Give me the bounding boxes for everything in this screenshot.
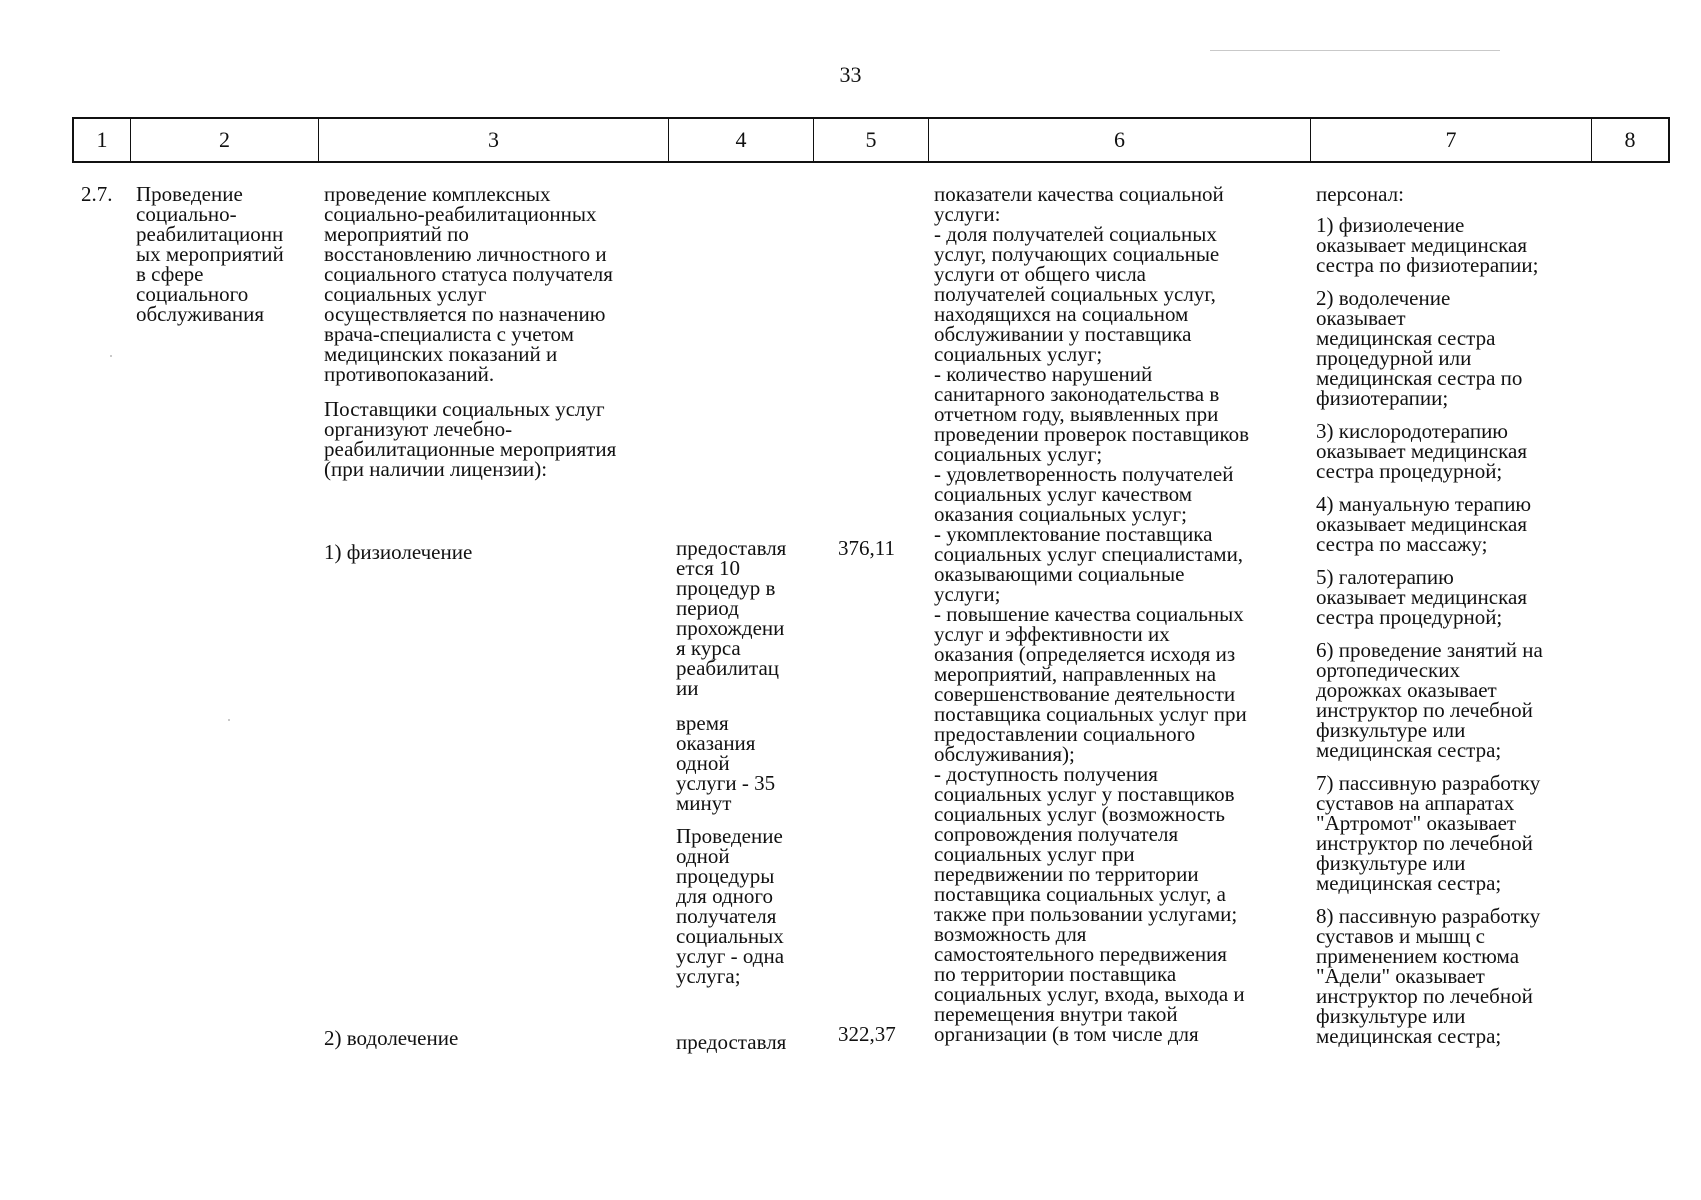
staff-item-5: 5) галотерапию оказывает медицинская сестра процедурной;: [1316, 565, 1527, 629]
staff-title: персонал:: [1316, 182, 1404, 206]
staff-item-6: 6) проведение занятий на ортопедических дорожках оказывает инструктор по лечебной физкультуре или медицинская сестра;: [1316, 638, 1543, 762]
service-description: проведение комплексных социально-реабилитационных мероприятий по восстановлению личностного и социального статуса получателя социальных услуг осуществляется по назначению врача-специалиста с учетом медицинских показаний и противопоказаний.: [324, 182, 613, 386]
service-description-providers: Поставщики социальных услуг организуют лечебно- реабилитационные мероприятия (при наличии лицензии):: [324, 397, 617, 481]
header-col-1: 1: [74, 119, 131, 161]
staff-item-7: 7) пассивную разработку суставов на аппаратах "Артромот" оказывает инструктор по лечебной физкультуре или медицинская сестра;: [1316, 771, 1541, 895]
service-name: Проведение социально- реабилитационн ых мероприятий в сфере социального обслуживания: [136, 182, 284, 326]
page-number: 33: [839, 62, 862, 87]
header-col-5: 5: [814, 119, 929, 161]
table-header-row: [72, 117, 1670, 163]
staff-item-4: 4) мануальную терапию оказывает медицинская сестра по массажу;: [1316, 492, 1532, 556]
scan-artifact: [110, 355, 112, 357]
staff-item-1: 1) физиолечение оказывает медицинская сестра по физиотерапии;: [1316, 213, 1539, 277]
header-col-8: 8: [1624, 127, 1636, 152]
item-2-price: 322,37: [838, 1022, 896, 1046]
header-col-6: 6: [929, 119, 1311, 161]
item-1-price: 376,11: [838, 536, 895, 560]
header-col-3: 3: [319, 119, 669, 161]
scan-artifact: [228, 719, 230, 721]
header-col-2: 2: [131, 119, 319, 161]
staff-item-2: 2) водолечение оказывает медицинская сестра процедурной или медицинская сестра по физиотерапии;: [1316, 286, 1523, 410]
row-number: 2.7.: [81, 182, 113, 206]
staff-item-3: 3) кислородотерапию оказывает медицинская сестра процедурной;: [1316, 419, 1527, 483]
header-col-4: 4: [669, 119, 814, 161]
item-1-label: 1) физиолечение: [324, 540, 473, 564]
staff-item-8: 8) пассивную разработку суставов и мышц с применением костюма "Адели" оказывает инструктор по лечебной физкультуре или медицинская сестра;: [1316, 904, 1541, 1048]
quality-indicators: показатели качества социальной услуги: - доля получателей социальных услуг, получающих социальные услуги от общего числа получателей социальных услуг, находящихся на социальном обслуживании у поставщика социальных услуг; - количество нарушений санитарного законодательства в отчетном году, выявленных при проведении проверок поставщиков социальных услуг; - удовлетворенность получателей социальных услуг качеством оказания социальных услуг; - укомплектование поставщика социальных услуг специалистами, оказывающими социальные услуги; - повышение качества социальных услуг и эффективности их оказания (определяется исходя из мероприятий, направленных на совершенствование деятельности поставщика социальных услуг при предоставлении социального обслуживания); - доступность получения социальных услуг у поставщиков социальных услуг (возможность сопровождения получателя социальных услуг при передвижении по территории поставщика социальных услуг, а также при пользовании услугами; возможность для самостоятельного передвижения по территории поставщика социальных услуг, входа, выхода и перемещения внутри такой организации (в том числе для: [934, 182, 1250, 1046]
item-1-unit: Проведение одной процедуры для одного получателя социальных услуг - одна услуга;: [676, 824, 785, 988]
scan-artifact: [1210, 50, 1500, 51]
item-1-volume: предоставля ется 10 процедур в период прохождени я курса реабилитац ии: [676, 536, 787, 700]
item-1-duration: время оказания одной услуги - 35 минут: [676, 711, 776, 815]
item-2-volume: предоставля: [676, 1030, 787, 1054]
item-2-label: 2) водолечение: [324, 1026, 459, 1050]
header-col-7: 7: [1311, 119, 1592, 161]
